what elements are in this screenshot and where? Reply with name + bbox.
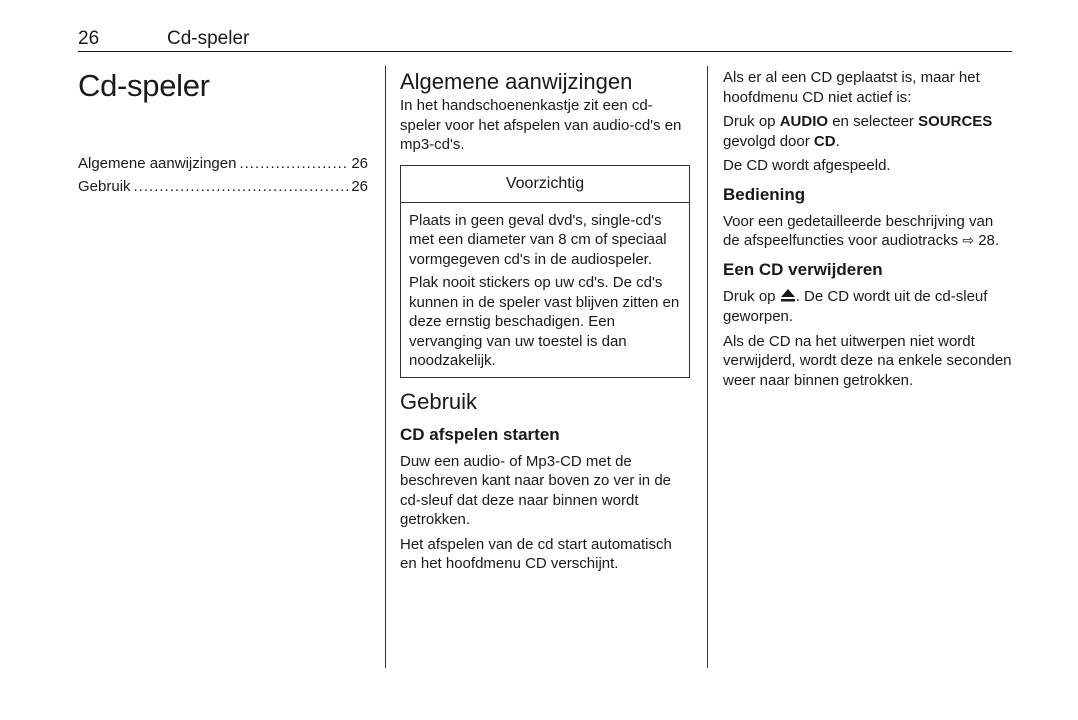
toc-entry-label: Algemene aanwijzingen <box>78 155 237 172</box>
right-column <box>723 68 1013 395</box>
instruction-paragraph <box>723 112 1013 151</box>
text: Voor een gedetailleerde beschrijving van de afspeelfuncties voor audiotracks <box>723 212 994 249</box>
text: . <box>835 132 840 150</box>
paragraph: Als er al een CD geplaatst is, maar het hoofdmenu CD niet actief is: <box>723 69 980 106</box>
paragraph: Duw een audio- of Mp3-CD met de beschreven kant naar boven zo ver in de cd-sleuf dat deze naar binnen wordt getrokken. <box>400 452 672 528</box>
page-number: 26 <box>78 28 100 49</box>
toc-entry-page: 26 <box>351 155 368 172</box>
text: en selecteer <box>828 113 919 130</box>
subheading-start-cd: CD afspelen starten <box>400 424 560 444</box>
paragraph: Het afspelen van de cd start automatisch en het hoofdmenu CD verschijnt. <box>400 535 672 572</box>
chapter-title: Cd-speler <box>78 68 210 103</box>
toc-leader-dots <box>134 175 349 198</box>
page-header <box>78 29 1012 52</box>
running-section-title: Cd-speler <box>167 28 250 49</box>
left-column <box>78 66 368 198</box>
cd-label: CD <box>813 132 836 150</box>
middle-column <box>400 68 692 579</box>
paragraph <box>723 212 1013 251</box>
page-reference-arrow-icon: ⇨ <box>962 232 975 248</box>
audio-button-label: AUDIO <box>779 113 829 130</box>
subheading-bediening: Bediening <box>723 184 806 204</box>
text: . De CD wordt uit de cd-sleuf geworpen. <box>723 287 988 325</box>
caution-paragraph: Plaats in geen geval dvd's, single-cd's met een diameter van 8 cm of speciaal vormgegeven cd's in de audiospeler. <box>409 211 667 268</box>
caution-paragraph: Plak nooit stickers op uw cd's. De cd's kunnen in de speler vast blijven zitten en deze ernstig beschadigen. Een vervanging van uw toestel is dan noodzakelijk. <box>409 274 680 369</box>
subheading-verwijderen: Een CD verwijderen <box>723 259 883 279</box>
paragraph: De CD wordt afgespeeld. <box>723 157 891 174</box>
toc-entry-label: Gebruik <box>78 178 131 195</box>
paragraph <box>723 287 1013 327</box>
section-heading-general: Algemene aanwijzingen <box>400 69 633 94</box>
eject-icon <box>780 288 796 308</box>
caution-body <box>401 203 689 377</box>
text: Druk op <box>723 113 780 130</box>
column-divider <box>385 66 386 668</box>
sources-label: SOURCES <box>918 113 993 130</box>
toc-entry[interactable] <box>78 152 368 175</box>
section-heading-gebruik: Gebruik <box>400 388 478 414</box>
toc-leader-dots <box>239 152 348 175</box>
page-reference[interactable]: 28. <box>974 232 1000 249</box>
text: gevolgd door <box>723 132 814 150</box>
caution-box <box>400 165 690 378</box>
table-of-contents <box>78 152 368 198</box>
toc-entry[interactable] <box>78 175 368 198</box>
intro-paragraph: In het handschoenenkastje zit een cd-speler voor het afspelen van audio-cd's en mp3-cd's. <box>400 97 682 153</box>
text: Druk op <box>723 287 780 305</box>
column-divider <box>707 66 708 668</box>
caution-title: Voorzichtig <box>401 166 689 203</box>
paragraph: Als de CD na het uitwerpen niet wordt verwijderd, wordt deze na enkele seconden weer naar binnen getrokken. <box>723 332 1012 389</box>
toc-entry-page: 26 <box>351 178 368 195</box>
